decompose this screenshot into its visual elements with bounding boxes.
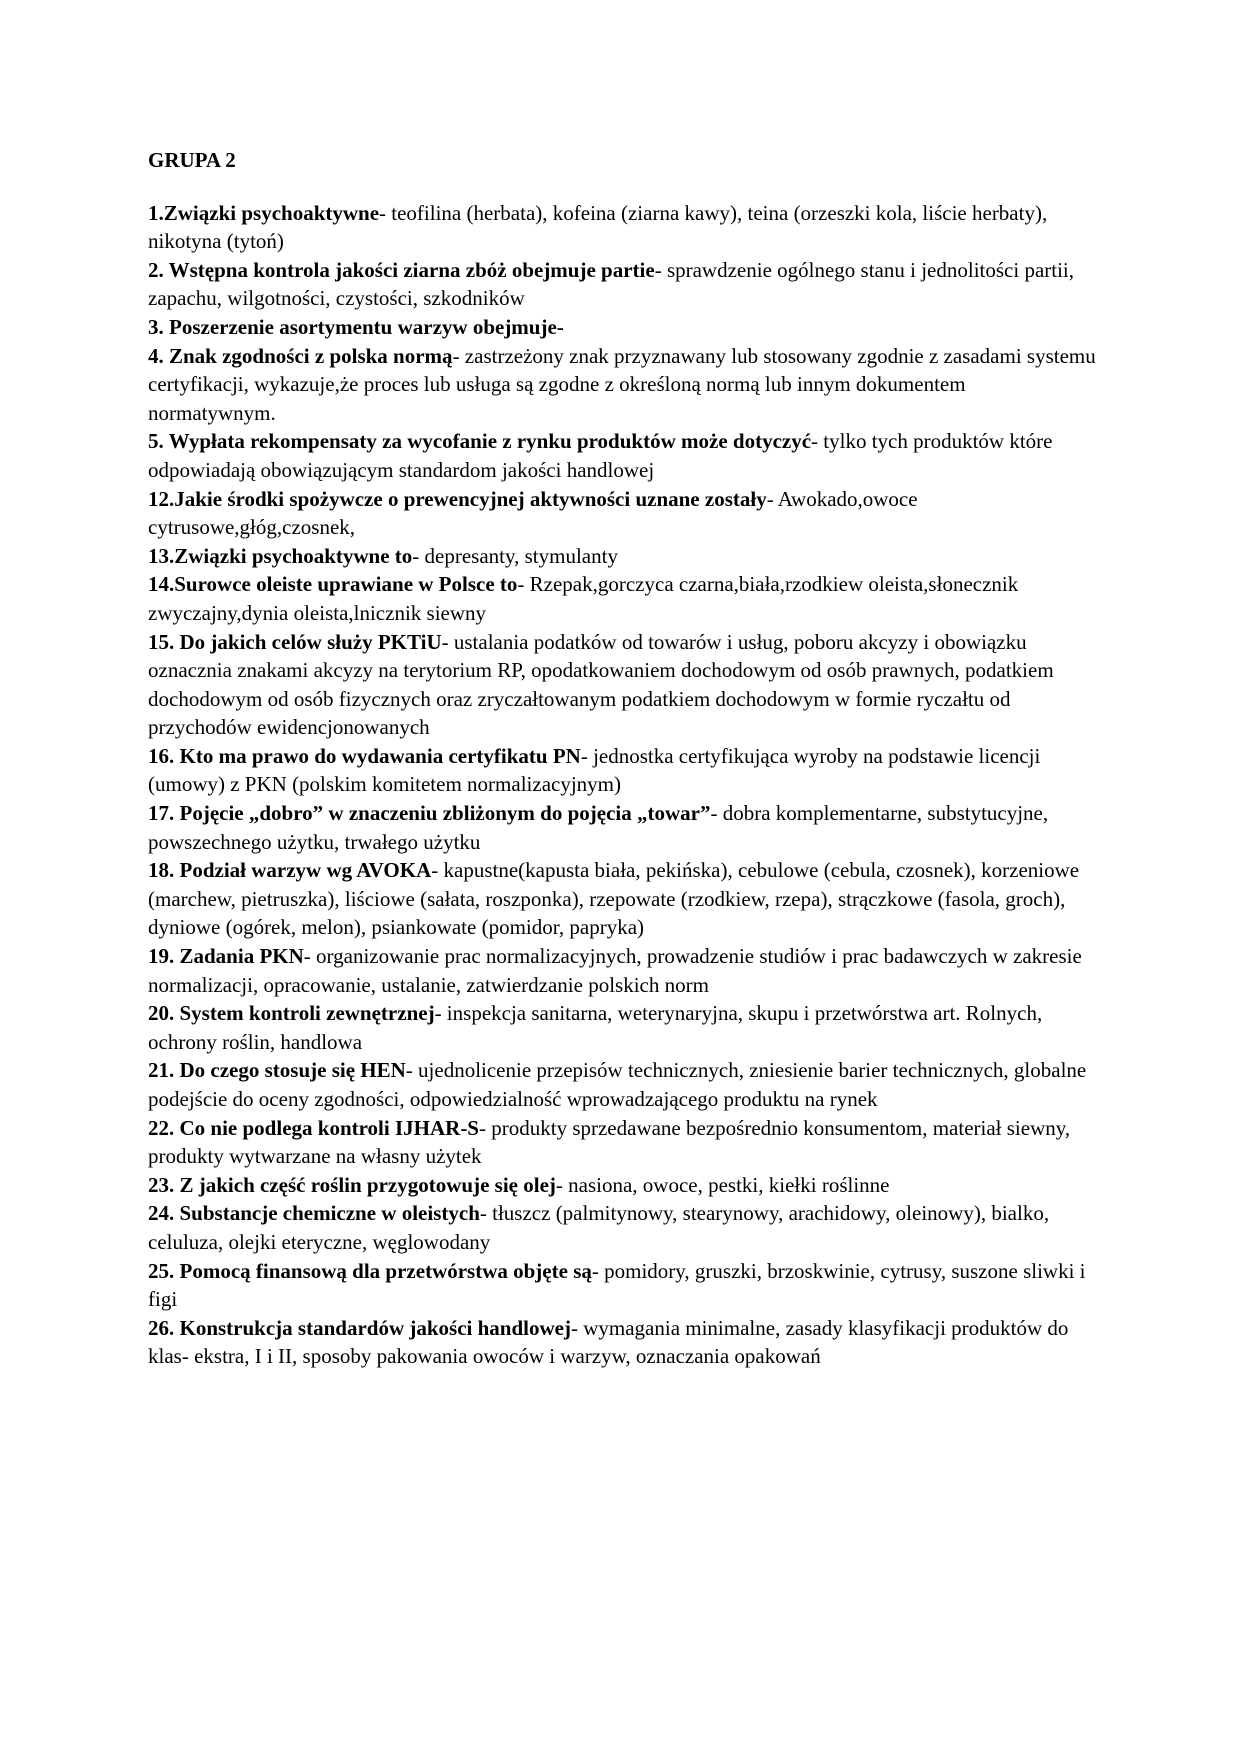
question-text: 12.Jakie środki spożywcze o prewencyjnej aktywności uznane zostały [148,486,767,511]
question-text: 20. System kontroli zewnętrznej [148,1001,435,1026]
question-text: 2. Wstępna kontrola jakości ziarna zbóż obejmuje partie [148,257,655,282]
qa-item [148,427,1098,484]
qa-item [148,570,1098,627]
qa-item [148,542,1098,571]
answer-text: - ustalania podatków od towarów i usług, poboru akcyzy i obowiązku oznacznia znakami akcyzy na terytorium RP, opodatkowaniem dochodowym od osób prawnych, podatkiem dochodowym od osób fizycznych oraz zryczałtowanym podatkiem dochodowym w formie ryczałtu od przychodów ewidencjonowanych [148,629,1054,740]
question-text: 3. Poszerzenie asortymentu warzyw obejmuje- [148,314,564,339]
question-text: 1.Związki psychoaktywne [148,200,380,225]
question-text: 4. Znak zgodności z polska normą [148,343,453,368]
answer-text: - Rzepak,gorczyca czarna,biała,rzodkiew oleista,słonecznik zwyczajny,dynia oleista,lnicznik siewny [148,572,1019,625]
qa-item [148,1056,1098,1113]
answer-text: - wymagania minimalne, zasady klasyfikacji produktów do klas- ekstra, I i II, sposoby pakowania owoców i warzyw, oznaczania opakowań [148,1315,1069,1369]
question-text: 24. Substancje chemiczne w oleistych [148,1201,480,1226]
answer-text: - tylko tych produktów które odpowiadają obowiązującym standardom jakości handlowej [148,429,1053,482]
answer-text: - produkty sprzedawane bezpośrednio konsumentom, materiał siewny, produkty wytwarzane na własny użytek [148,1115,1071,1169]
question-text: 19. Zadania PKN [148,944,304,969]
question-text: 22. Co nie podlega kontroli IJHAR-S [148,1115,479,1140]
question-text: 5. Wypłata rekompensaty za wycofanie z rynku produktów może dotyczyć [148,429,812,454]
qa-item [148,999,1098,1056]
question-text: 13.Związki psychoaktywne to [148,543,413,568]
qa-item [148,1257,1098,1314]
answer-text: - depresanty, stymulanty [412,543,618,568]
qa-item [148,942,1098,999]
qa-list [148,199,1098,1371]
qa-item [148,256,1098,313]
question-text: 17. Pojęcie „dobro” w znaczeniu zbliżonym do pojęcia „towar” [148,801,711,826]
answer-text: - teofilina (herbata), kofeina (ziarna kawy), teina (orzeszki kola, liście herbaty), nikotyna (tytoń) [148,200,1048,254]
qa-item [148,742,1098,799]
answer-text: - pomidory, gruszki, brzoskwinie, cytrusy, suszone sliwki i figi [148,1258,1086,1312]
qa-item [148,199,1098,256]
question-text: 18. Podział warzyw wg AVOKA [148,858,432,883]
qa-item [148,799,1098,856]
question-text: 15. Do jakich celów służy PKTiU [148,629,442,654]
qa-item [148,1314,1098,1371]
qa-item [148,485,1098,542]
answer-text: - inspekcja sanitarna, weterynaryjna, skupu i przetwórstwa art. Rolnych, ochrony roślin, handlowa [148,1001,1043,1054]
qa-item [148,313,1098,342]
qa-item [148,856,1098,942]
answer-text: - dobra komplementarne, substytucyjne, powszechnego użytku, trwałego użytku [148,801,1049,854]
answer-text: - organizowanie prac normalizacyjnych, prowadzenie studiów i prac badawczych w zakresie normalizacji, opracowanie, ustalanie, zatwierdzanie polskich norm [148,944,1082,997]
question-text: 16. Kto ma prawo do wydawania certyfikatu PN [148,743,581,768]
qa-item [148,1171,1098,1200]
document-page [148,146,1098,1371]
question-text: 23. Z jakich część roślin przygotowuje się olej [148,1172,556,1197]
answer-text: - ujednolicenie przepisów technicznych, zniesienie barier technicznych, globalne podejście do oceny zgodności, odpowiedzialność wprowadzającego produktu na rynek [148,1058,1087,1111]
question-text: 26. Konstrukcja standardów jakości handlowej [148,1315,571,1340]
answer-text: - sprawdzenie ogólnego stanu i jednolitości partii, zapachu, wilgotności, czystości, szkodników [148,257,1075,311]
question-text: 25. Pomocą finansową dla przetwórstwa objęte są [148,1258,592,1283]
question-text: 14.Surowce oleiste uprawiane w Polsce to [148,572,518,597]
document-title: GRUPA 2 [148,148,236,172]
qa-item [148,1199,1098,1256]
qa-item [148,1114,1098,1171]
question-text: 21. Do czego stosuje się HEN [148,1058,406,1083]
answer-text: - zastrzeżony znak przyznawany lub stosowany zgodnie z zasadami systemu certyfikacji, wykazuje,że proces lub usługa są zgodne z określoną normą lub innym dokumentem normatywnym. [148,343,1096,425]
answer-text: - tłuszcz (palmitynowy, stearynowy, arachidowy, oleinowy), bialko, celuluza, olejki eteryczne, węglowodany [148,1201,1050,1254]
qa-item [148,628,1098,742]
answer-text: - jednostka certyfikująca wyroby na podstawie licencji (umowy) z PKN (polskim komitetem normalizacyjnym) [148,743,1041,797]
answer-text: - nasiona, owoce, pestki, kiełki roślinne [555,1172,890,1197]
answer-text: - kapustne(kapusta biała, pekińska), cebulowe (cebula, czosnek), korzeniowe (marchew, pietruszka), liściowe (sałata, roszponka), rzepowate (rzodkiew, rzepa), strączkowe (fasola, groch), dyniowe (ogórek, melon), psiankowate (pomidor, papryka) [148,858,1080,940]
answer-text: - Awokado,owoce cytrusowe,głóg,czosnek, [148,486,918,540]
qa-item [148,342,1098,428]
